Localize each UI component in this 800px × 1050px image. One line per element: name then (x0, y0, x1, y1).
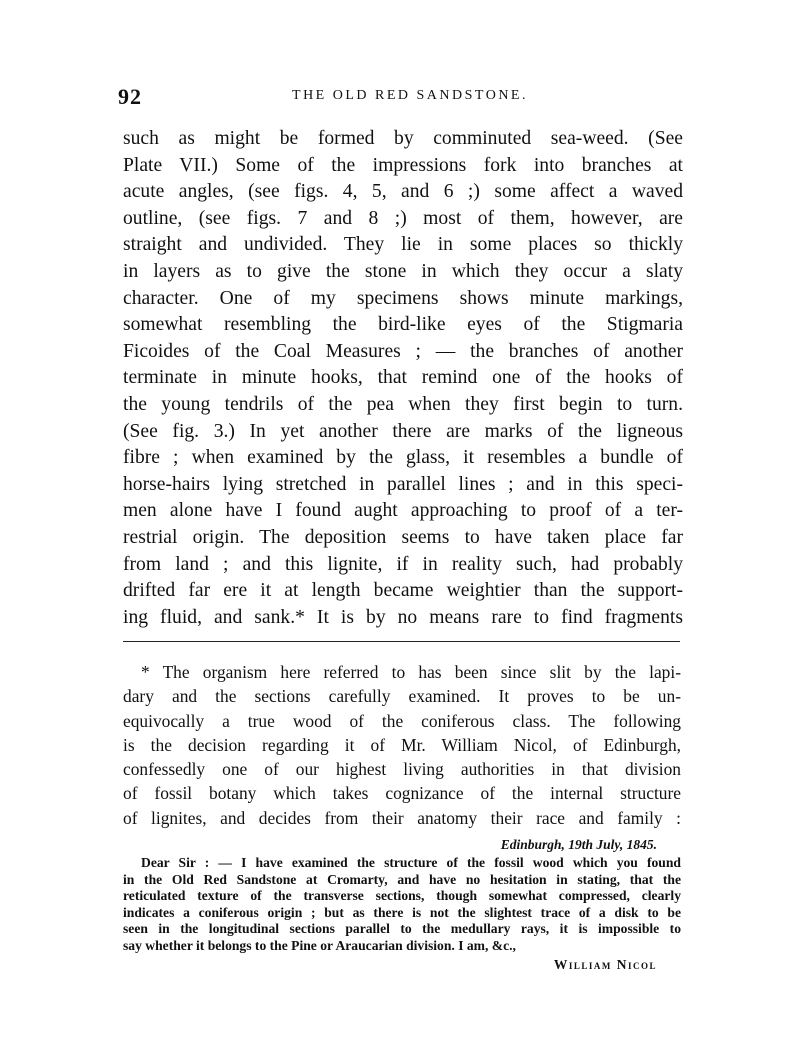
main-text (123, 126, 683, 631)
letter-line: indicates a coniferous origin ; but as there is not the slightest trace of a disk to be (123, 904, 681, 920)
footnote-line: is the decision regarding it of Mr. William Nicol, of Edinburgh, (123, 734, 681, 755)
body-line: men alone have I found aught approaching to proof of a ter- (123, 500, 683, 522)
body-line: the young tendrils of the pea when they first begin to turn. (123, 393, 683, 415)
body-line: horse-hairs lying stretched in parallel lines ; and in this speci- (123, 473, 683, 495)
footnote-line: confessedly one of our highest living authorities in that division (123, 759, 681, 780)
letter-signature: William Nicol (553, 957, 657, 972)
body-line: drifted far ere it at length became weightier than the support- (123, 580, 683, 602)
body-line: Plate VII.) Some of the impressions fork into branches at (123, 154, 683, 176)
letter-line: in the Old Red Sandstone at Cromarty, and have no hesitation in stating, that the (123, 871, 681, 887)
letter-dateline: Edinburgh, 19th July, 1845. (500, 837, 657, 852)
letter-line: reticulated texture of the transverse sections, though somewhat compressed, clearly (123, 888, 681, 903)
letter-line: Dear Sir : — I have examined the structure of the fossil wood which you found (141, 855, 681, 870)
body-line: outline, (see figs. 7 and 8 ;) most of them, however, are (123, 207, 683, 229)
body-line: fibre ; when examined by the glass, it resembles a bundle of (123, 447, 683, 469)
body-line: (See fig. 3.) In yet another there are marks of the ligneous (123, 420, 683, 442)
body-line: straight and undivided. They lie in some places so thickly (123, 234, 683, 256)
footnote-line: of lignites, and decides from their anatomy their race and family : (123, 807, 681, 828)
footnote-line: * The organism here referred to has been since slit by the lapi- (141, 662, 681, 682)
footnote (123, 660, 681, 830)
body-line: somewhat resembling the bird-like eyes of the Stigmaria (123, 314, 683, 336)
body-line: character. One of my specimens shows minute markings, (123, 287, 683, 309)
body-line: in layers as to give the stone in which they occur a slaty (123, 260, 683, 282)
footnote-divider (123, 641, 680, 642)
body-line: restrial origin. The deposition seems to have taken place far (123, 526, 683, 548)
body-line: ing fluid, and sank.* It is by no means rare to find fragments (123, 606, 683, 628)
letter-line: seen in the longitudinal sections parallel to the medullary rays, it is impossible to (123, 921, 681, 936)
page-number: 92 (118, 84, 142, 109)
footnote-line: equivocally a true wood of the coniferous class. The following (123, 710, 681, 731)
letter-line: say whether it belongs to the Pine or Araucarian division. I am, &c., (123, 937, 516, 953)
footnote-line: of fossil botany which takes cognizance of the internal structure (123, 783, 681, 804)
body-line: such as might be formed by comminuted sea-weed. (See (123, 128, 683, 149)
footnote-line: dary and the sections carefully examined. It proves to be un- (123, 686, 681, 707)
body-line: Ficoides of the Coal Measures ; — the branches of another (123, 340, 683, 362)
body-line: terminate in minute hooks, that remind one of the hooks of (123, 367, 683, 389)
quoted-letter (123, 855, 681, 954)
running-head: THE OLD RED SANDSTONE. (292, 88, 528, 103)
body-line: from land ; and this lignite, if in reality such, had probably (123, 553, 683, 575)
body-line: acute angles, (see figs. 4, 5, and 6 ;) some affect a waved (123, 181, 683, 203)
